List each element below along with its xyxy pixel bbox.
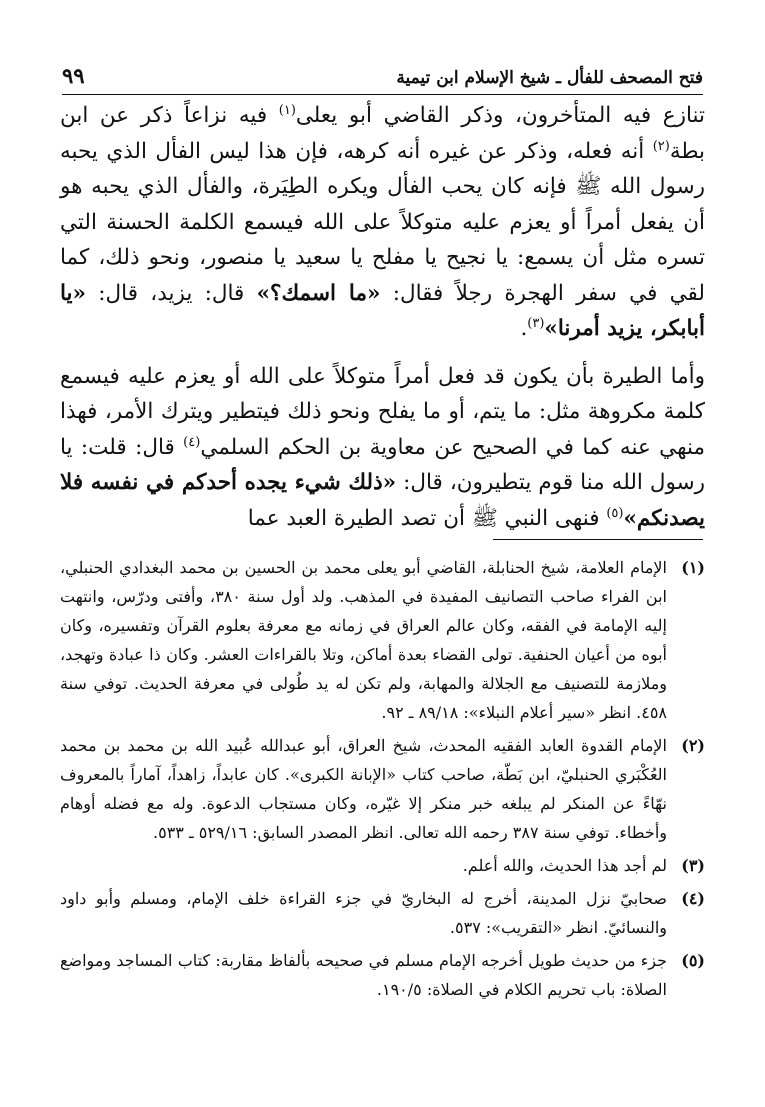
- footnote-number: (٣): [681, 856, 705, 875]
- footnote-text: جزء من حديث طويل أخرجه الإمام مسلم في صحيحه بألفاظ مقاربة: كتاب المساجد ومواضع الصلاة: باب تحريم الكلام في الصلاة: ١٩٠/٥.: [60, 951, 667, 999]
- page-header: [62, 48, 703, 95]
- footnote-text: لم أجد هذا الحديث، والله أعلم.: [462, 856, 667, 875]
- main-text: [60, 98, 705, 536]
- footnote-number: (٥): [681, 951, 705, 970]
- footnote-ref-1[interactable]: (١): [278, 102, 296, 118]
- running-title: فتح المصحف للفأل ـ شيخ الإسلام ابن تيمية: [396, 68, 703, 88]
- footnote-item: [60, 731, 705, 847]
- text-run: قال: قلت: يا رسول الله منا قوم يتطيرون، قال:: [60, 434, 705, 495]
- footnote-ref-2[interactable]: (٢): [652, 138, 670, 154]
- text-run: أنه فعله، وذكر عن غيره أنه كرهه، فإن هذا ليس الفأل الذي يحبه رسول الله ﷺ فإنه كان يحب الفأل ويكره الطِيَرة، والفأل الذي يحبه هو أن يفعل أمراً أو يعزم عليه متوكلاً على الله فيسمع الكلمة الحسنة التي تسره مثل أن يسمع: يا نجيح يا مفلح يا سعيد يا منصور، ونحو ذلك، كما لقي في سفر الهجرة رجلاً فقال:: [60, 138, 705, 306]
- footnote-item: [60, 946, 705, 1004]
- paragraph-1: [60, 98, 705, 347]
- hadith-quote: «ما اسمك؟»: [256, 280, 381, 306]
- footnote-ref-5[interactable]: (٥): [606, 505, 624, 521]
- hadith-quote: «يا أبابكر، يزيد أمرنا»: [60, 280, 705, 341]
- page-number: ٩٩: [62, 63, 85, 88]
- text-run: فنهى النبي ﷺ أن تصد الطيرة العبد عما: [247, 505, 607, 531]
- footnote-text: صحابيّ نزل المدينة، أخرج له البخاريّ في جزء القراءة خلف الإمام، ومسلم وأبو داود والنسائيّ. انظر «التقريب»: ٥٣٧.: [60, 889, 667, 937]
- footnote-text: الإمام العلامة، شيخ الحنابلة، القاضي أبو يعلى محمد بن الحسين بن محمد البغدادي الحنبلي، ابن الفراء صاحب التصانيف المفيدة في المذهب. ولد أول سنة ٣٨٠، وأفتى ودرّس، وانتهت إليه الإمامة في الفقه، وكان عالم العراق في زمانه مع معرفة بعلوم القرآن وتفسيره، وكان أبوه من أعيان الحنفية. تولى القضاء بعدة أماكن، وتلا بالقراءات العشر. وكان ذا عبادة وتهجد، وملازمة للتصنيف مع الجلالة والمهابة، ولم تكن له يد طُولى في معرفة الحديث. توفي سنة ٤٥٨. انظر «سير أعلام النبلاء»: ٨٩/١٨ ـ ٩٢.: [60, 558, 667, 722]
- footnotes: [60, 553, 705, 1008]
- footnote-text: الإمام القدوة العابد الفقيه المحدث، شيخ العراق، أبو عبدالله عُبيد الله بن محمد بن محمد العُكْبَري الحنبليّ، ابن بَطّة، صاحب كتاب «الإبانة الكبرى». كان عابداً، زاهداً، آماراً بالمعروف نهّاءً عن المنكر لم يبلغه خبر منكر إلا غيّره، وكان مستجاب الدعوة. وله مع فضله أوهام وأخطاء. توفي سنة ٣٨٧ رحمه الله تعالى. انظر المصدر السابق: ٥٢٩/١٦ ـ ٥٣٣.: [60, 736, 667, 842]
- text-run: قال: يزيد، قال:: [85, 280, 257, 306]
- footnote-item: [60, 851, 705, 880]
- hadith-quote: «ذلك شيء يجده أحدكم في نفسه فلا يصدنكم»: [60, 470, 705, 531]
- footnote-divider: [493, 539, 703, 540]
- paragraph-2: [60, 359, 705, 537]
- text-run: .: [520, 316, 528, 341]
- footnote-number: (٤): [681, 889, 705, 908]
- footnote-item: [60, 884, 705, 942]
- footnote-ref-4[interactable]: (٤): [183, 434, 201, 450]
- footnote-number: (١): [681, 558, 705, 577]
- footnote-number: (٢): [681, 736, 705, 755]
- footnote-item: [60, 553, 705, 727]
- footnote-ref-3[interactable]: (٣): [527, 315, 545, 331]
- text-run: تنازع فيه المتأخرون، وذكر القاضي أبو يعلى: [295, 103, 705, 128]
- text-run: فيه نزاعاً ذكر عن ابن بطة: [60, 103, 705, 164]
- text-run: وأما الطيرة بأن يكون قد فعل أمراً متوكلاً على الله أو يعزم عليه فيسمع كلمة مكروهة مثل: ما يتم، أو ما يفلح ونحو ذلك فيتطير ويترك الأمر، فهذا منهي عنه كما في الصحيح عن معاوية بن الحكم السلمي: [60, 363, 705, 460]
